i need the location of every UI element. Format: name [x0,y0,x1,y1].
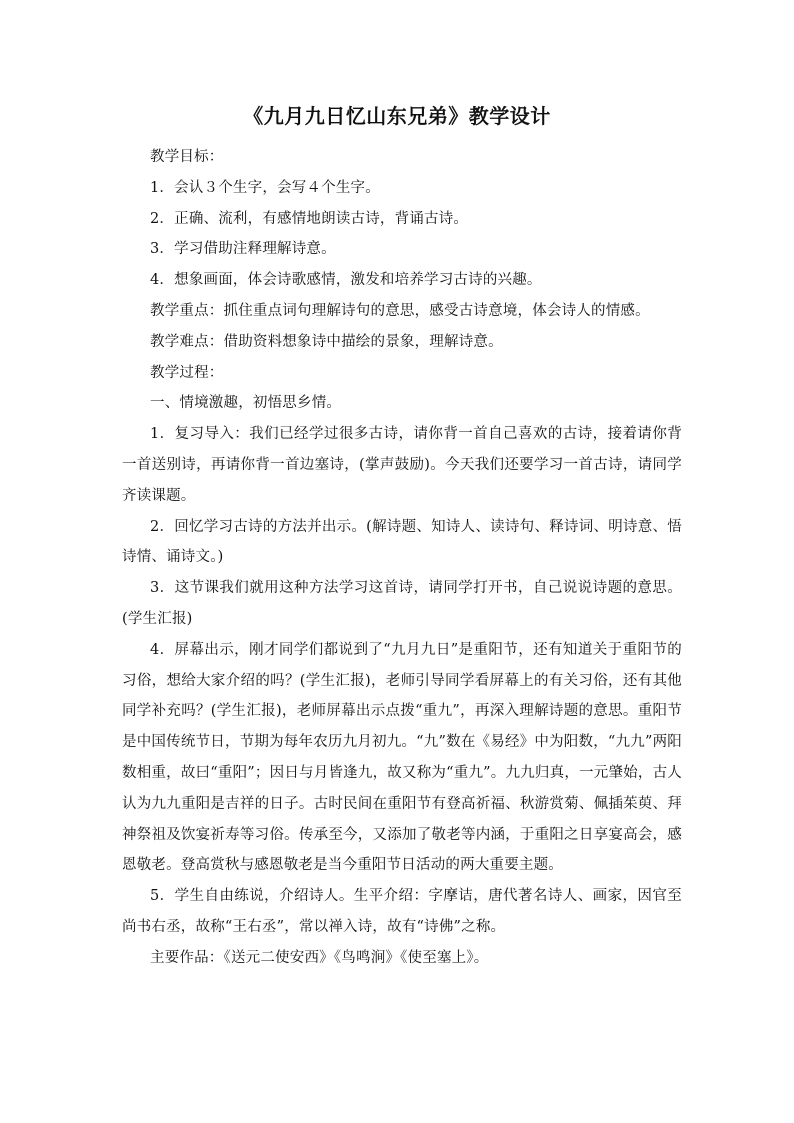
paragraph-main-works: 主要作品：《送元二使安西》《鸟鸣涧》《使至塞上》。 [150,949,489,966]
paragraph-goal-1: 1．会认３个生字，会写４个生字。 [150,179,380,196]
paragraph-goal-3: 3．学习借助注释理解诗意。 [150,241,336,258]
paragraph-process-heading: 教学过程： [150,364,224,381]
paragraph-goal-2: 2．正确、流利，有感情地朗读古诗，背诵古诗。 [150,210,469,227]
paragraph-section-1-heading: 一、情境激趣，初悟思乡情。 [150,395,342,412]
paragraph-difficult-points: 教学难点：借助资料想象诗中描绘的景象，理解诗意。 [150,333,503,350]
paragraph-step-3: 3．这节课我们就用这种方法学习这首诗，请同学打开书，自己说说诗题的意思。(学生汇报) [122,580,682,627]
paragraph-step-1: 1．复习导入：我们已经学过很多古诗，请你背一首自己喜欢的古诗，接着请你背一首送别诗，再请你背一首边塞诗，(掌声鼓励)。今天我们还要学习一首古诗，请同学齐读课题。 [122,426,682,504]
paragraph-step-2: 2．回忆学习古诗的方法并出示。(解诗题、知诗人、读诗句、释诗词、明诗意、悟诗情、诵诗文。) [122,518,682,566]
document-body [122,142,682,974]
paragraph-step-4: 4．屏幕出示，刚才同学们都说到了“九月九日”是重阳节，还有知道关于重阳节的习俗，想给大家介绍的吗？(学生汇报)，老师引导同学看屏幕上的有关习俗，还有其他同学补充吗？(学生汇报)，老师屏幕出示点拨“重九”，再深入理解诗题的意思。重阳节是中国传统节日，节期为每年农历九月初九。“九”数在《易经》中为阳数，“九九”两阳数相重，故曰“重阳”；因日与月皆逢九，故又称为“重九”。九九归真，一元肇始，古人认为九九重阳是吉祥的日子。古时民间在重阳节有登高祈福、秋游赏菊、佩插茱萸、拜神祭祖及饮宴祈寿等习俗。传承至今，又添加了敬老等内涵，于重阳之日享宴高会，感恩敬老。登高赏秋与感恩敬老是当今重阳节日活动的两大重要主题。 [122,641,682,874]
paragraph-goal-4: 4．想象画面，体会诗歌感情，激发和培养学习古诗的兴趣。 [150,272,542,289]
paragraph-teaching-goals-heading: 教学目标： [150,149,224,165]
paragraph-key-points: 教学重点：抓住重点词句理解诗句的意思，感受古诗意境，体会诗人的情感。 [150,302,650,319]
document-title: 《九月九日忆山东兄弟》教学设计 [243,104,551,128]
paragraph-step-5: 5．学生自由练说，介绍诗人。生平介绍：字摩诘，唐代著名诗人、画家，因官至尚书右丞，故称“王右丞”，常以禅入诗，故有“诗佛”之称。 [122,888,682,935]
